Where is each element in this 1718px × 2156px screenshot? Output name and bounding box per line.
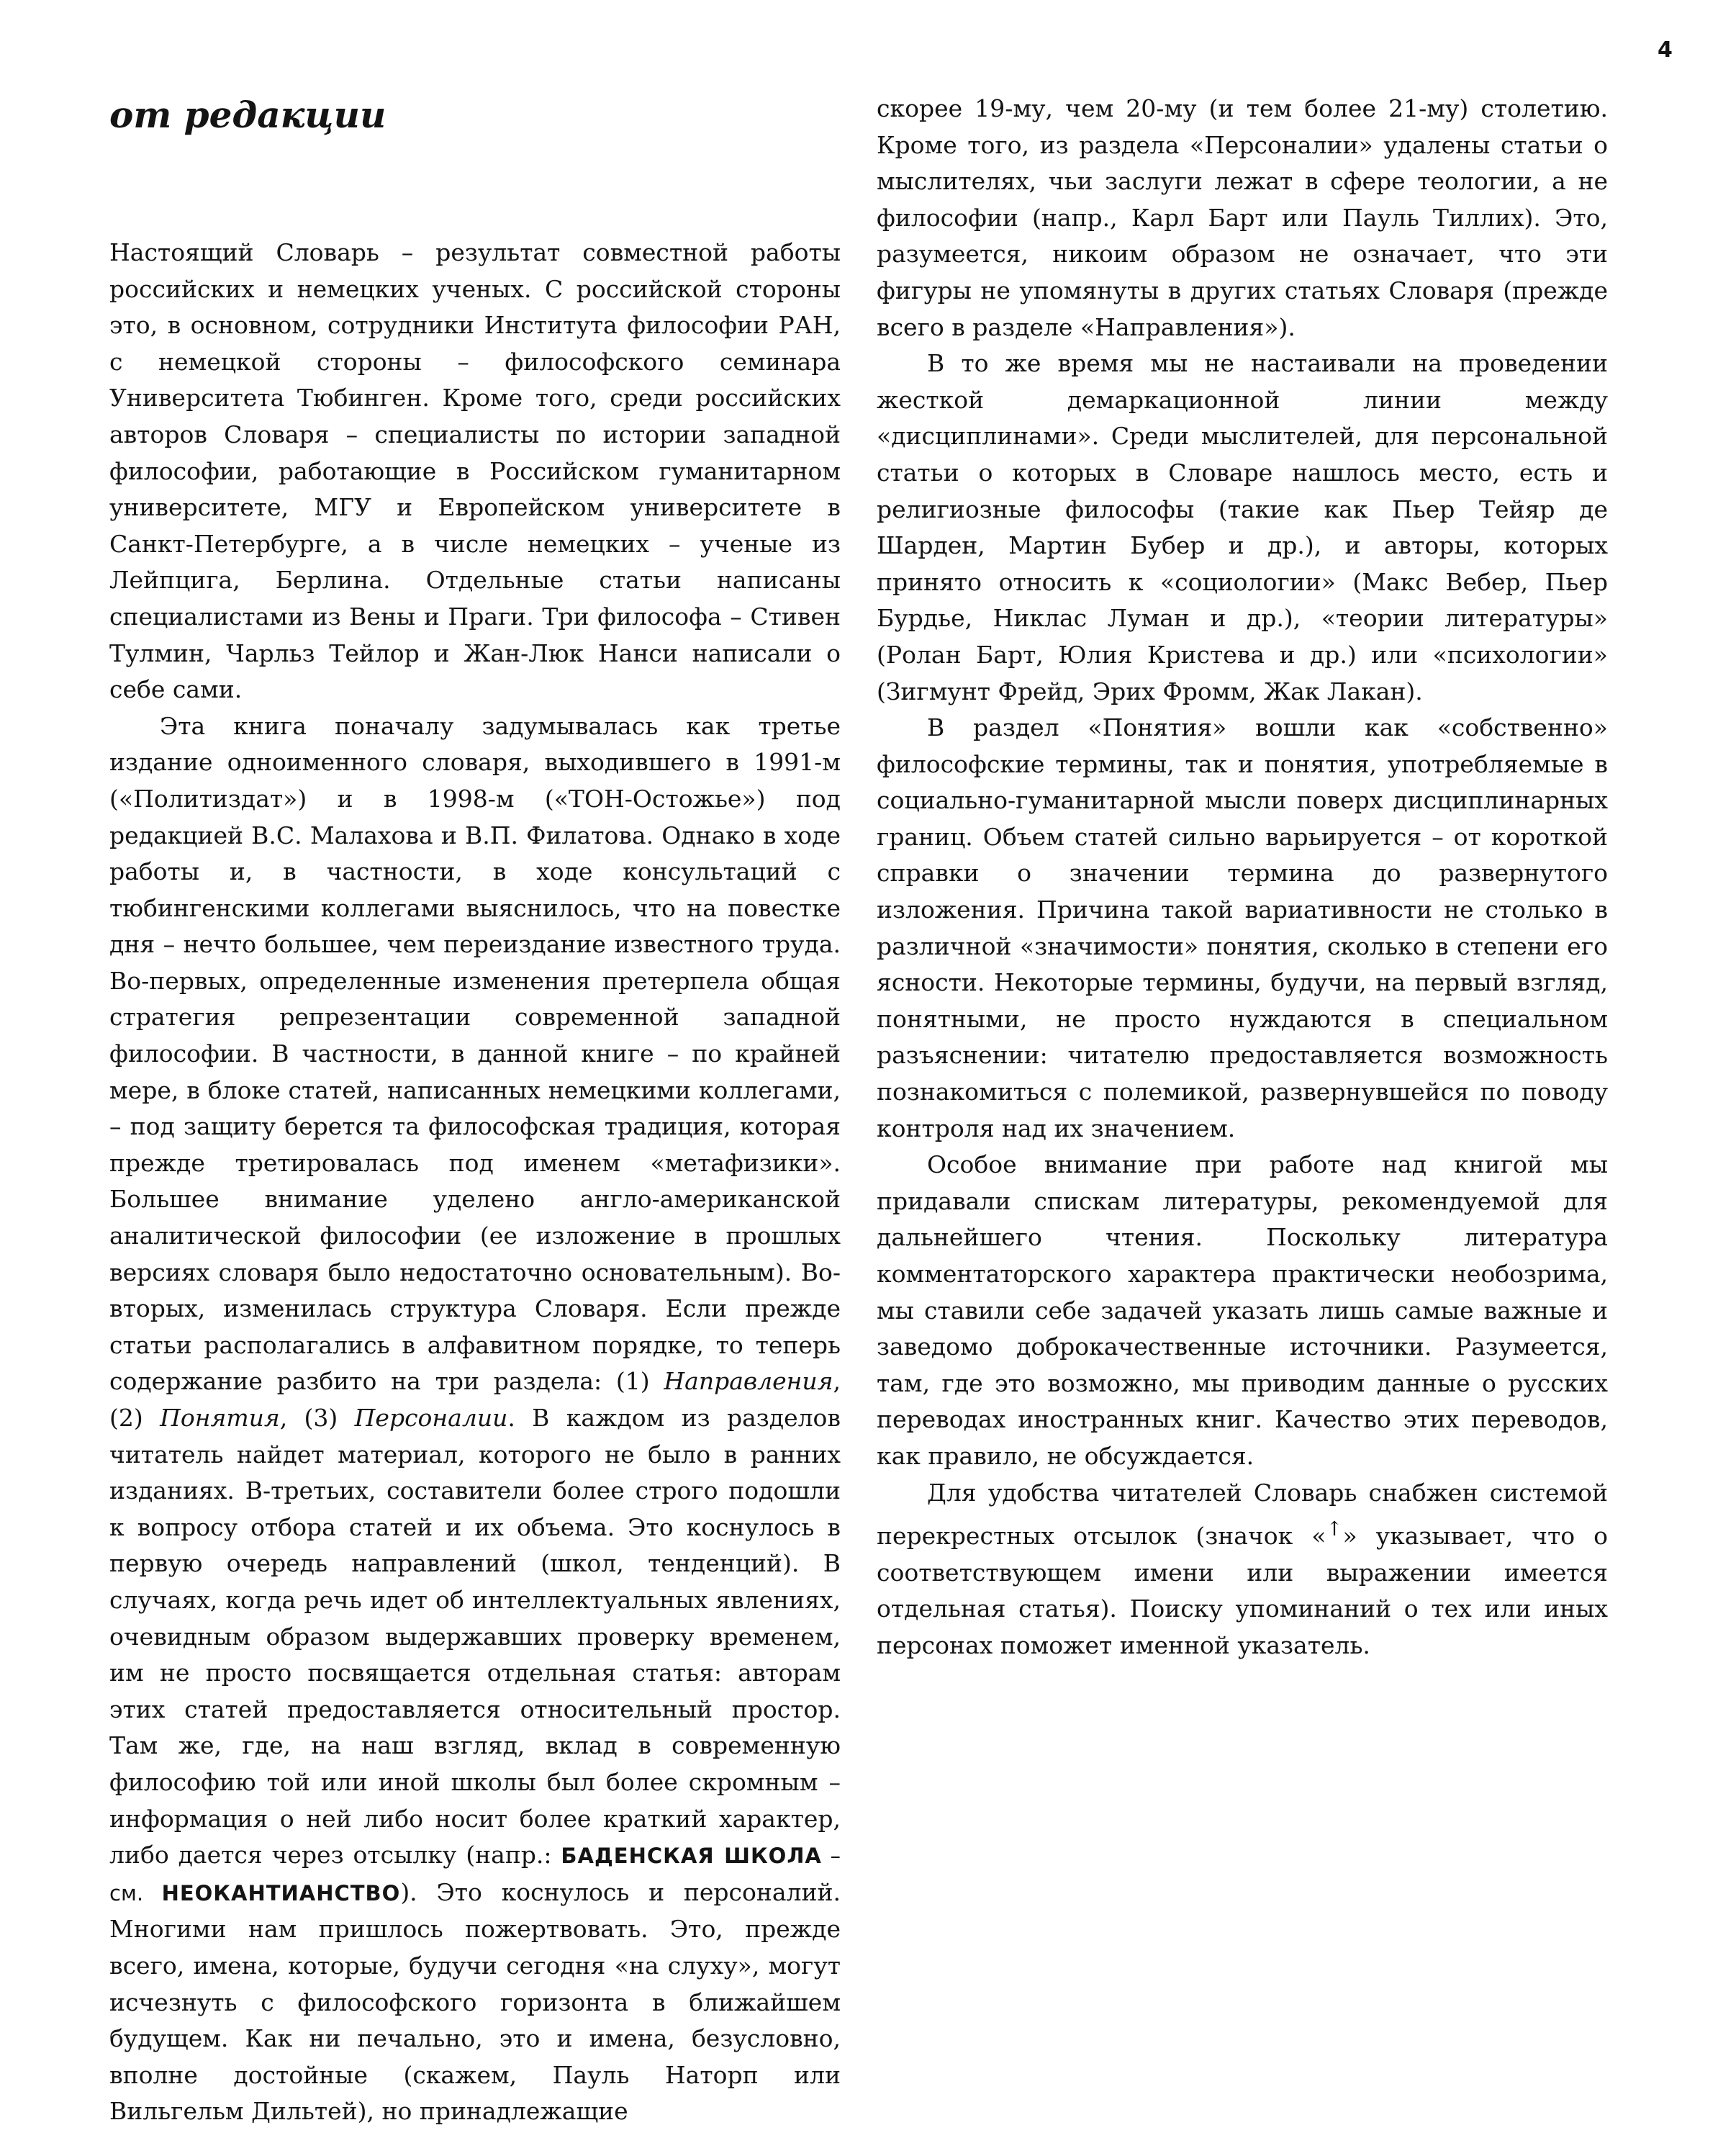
- paragraph: Особое внимание при работе над книгой мы придавали спискам литературы, рекомендуемой для дальнейшего чтения. Поскольку литература комментаторского характера практически необозрима, мы ставили себе задачей указать лишь самые важные и заведомо доброкачественные источники. Разумеется, там, где это возможно, мы приводим данные о русских переводах иностранных книг. Качество этих переводов, как правило, не обсуждается.: [877, 1150, 1608, 1470]
- paragraph-text: Эта книга поначалу задумывалась как третье издание одноименного словаря, выходившего в 1991-м («Политиздат») и в 1998-м («ТОН-Остожье») под редакцией В.С. Малахова и В.П. Филатова. Однако в ходе работы и, в частности, в ходе консультаций с тюбингенскими коллегами выяснилось, что на повестке дня – нечто большее, чем переиздание известного труда. Во-первых, определенные изменения претерпела общая стратегия репрезентации современной западной философии. В частности, в данной книге – по крайней мере, в блоке статей, написанных немецкими коллегами, – под защиту берется та философская традиция, которая прежде третировалась под именем «метафизики». Большее внимание уделено англо-американской аналитической философии (ее изложение в прошлых версиях словаря было недостаточно основательным). Во-вторых, изменилась структура Словаря. Если прежде статьи располагались в алфавитном порядке, то теперь содержание разбито на три раздела: (1): [109, 711, 841, 1396]
- paragraph: [109, 708, 841, 2130]
- paragraph-text: Для удобства читателей Словарь снабжен системой перекрестных отсылок (значок «: [877, 1478, 1608, 1551]
- section-name-directions: Направления: [664, 1367, 833, 1396]
- paragraph-text: . В каждом из разделов читатель найдет материал, которого не было в ранних изданиях. В-третьих, составители более строго подошли к вопросу отбора статей и их объема. Это коснулось в первую очередь направлений (школ, тенденций). В случаях, когда речь идет об интеллектуальных явлениях, очевидным образом выдержавших проверку временем, им не просто посвящается отдельная статья: авторам этих статей предоставляется относительный простор. Там же, где, на наш взгляд, вклад в современную философию той или иной школы был более скромным – информация о ней либо носит более краткий характер, либо дается через отсылку (напр.:: [109, 1404, 841, 1869]
- left-column: [109, 235, 841, 2130]
- paragraph-text: , (2): [109, 1367, 841, 1432]
- paragraph: скорее 19-му, чем 20-му (и тем более 21-му) столетию. Кроме того, из раздела «Персоналии» удалены статьи о мыслителях, чьи заслуги лежат в сфере теологии, а не философии (напр., Карл Барт или Пауль Тиллих). Это, разумеется, никоим образом не означает, что эти фигуры не упомянуты в других статьях Словаря (прежде всего в разделе «Направления»).: [877, 94, 1608, 341]
- paragraph-text: , (3): [279, 1404, 355, 1432]
- paragraph: [877, 1475, 1608, 1664]
- cross-reference-arrow-icon: ↑: [1326, 1517, 1343, 1541]
- cross-reference-target: НЕОКАНТИАНСТВО: [161, 1880, 401, 1905]
- section-name-concepts: Понятия: [160, 1404, 280, 1432]
- paragraph: Настоящий Словарь – результат совместной работы российских и немецких ученых. С российской стороны это, в основном, сотрудники Института философии РАН, с немецкой стороны – философского семинара Университета Тюбинген. Кроме того, среди российских авторов Словаря – специалисты по истории западной философии, работающие в Российском гуманитарном университете, МГУ и Европейском университете в Санкт-Петербурге, а в числе немецких – ученые из Лейпцига, Берлина. Отдельные статьи написаны специалистами из Вены и Праги. Три философа – Стивен Тулмин, Чарльз Тейлор и Жан-Люк Нанси написали о себе сами.: [109, 238, 841, 704]
- paragraph: В раздел «Понятия» вошли как «собственно» философские термины, так и понятия, употребляемые в социально-гуманитарной мысли поверх дисциплинарных границ. Объем статей сильно варьируется – от короткой справки о значении термина до развернутого изложения. Причина такой вариативности не столько в различной «значимости» понятия, сколько в степени его ясности. Некоторые термины, будучи, на первый взгляд, понятными, не просто нуждаются в специальном разъяснении: читателю предоставляется возможность познакомиться с полемикой, развернувшейся по поводу контроля над их значением.: [877, 713, 1608, 1142]
- cross-reference-term: БАДЕНСКАЯ ШКОЛА: [561, 1844, 822, 1869]
- paragraph-text: » указывает, что о соответствующем имени или выражении имеется отдельная статья). Поиску упоминаний о тех или иных персонах поможет именной указатель.: [877, 1522, 1608, 1659]
- page-number: 4: [1658, 37, 1673, 63]
- cross-reference-separator: – см.: [109, 1844, 841, 1905]
- right-column: [877, 91, 1608, 1664]
- section-name-personalia: Персоналии: [354, 1404, 508, 1432]
- section-title: от редакции: [109, 94, 386, 136]
- paragraph-text: ). Это коснулось и персоналий. Многими нам пришлось пожертвовать. Это, прежде всего, имена, которые, будучи сегодня «на слуху», могут исчезнуть с философского горизонта в ближайшем будущем. Как ни печально, это и имена, безусловно, вполне достойные (скажем, Пауль Наторп или Вильгельм Дильтей), но принадлежащие: [109, 1877, 841, 2126]
- paragraph: В то же время мы не настаивали на проведении жесткой демаркационной линии между «дисциплинами». Среди мыслителей, для персональной статьи о которых в Словаре нашлось место, есть и религиозные философы (такие как Пьер Тейяр де Шарден, Мартин Бубер и др.), и авторы, которых принято относить к «социологии» (Макс Вебер, Пьер Бурдье, Никлас Луман и др.), «теории литературы» (Ролан Барт, Юлия Кристева и др.) или «психологии» (Зигмунт Фрейд, Эрих Фромм, Жак Лакан).: [877, 349, 1608, 705]
